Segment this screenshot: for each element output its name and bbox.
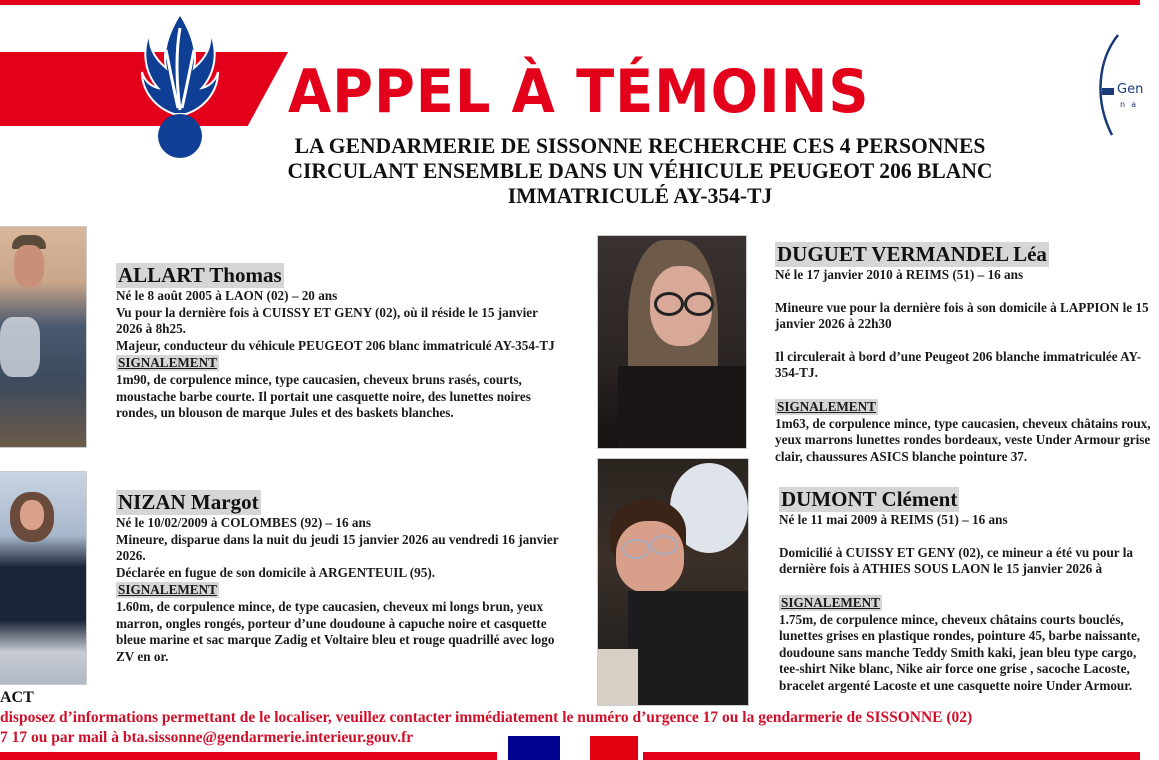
birth-info: Né le 11 mai 2009 à REIMS (51) – 16 ans [779,512,1008,527]
signalement-text: 1.75m, de corpulence mince, cheveux châtains courts bouclés, lunettes grises en plastique rondes, pointure 45, barbe naissante, doudoune sans manche Teddy Smith kaki, jean bleu type cargo, tee-shirt Nike blanc, Nike air force one grise , sacoche Lacoste, bracelet argenté Lacoste et une casquette noire Under Armour. [779,611,1141,693]
contact-label: ACT [0,689,34,706]
person-card-nizan [116,490,566,665]
photo-dumont-clement [597,458,749,706]
detail-text: Mineure vue pour la dernière fois à son domicile à LAPPION le 15 janvier 2026 à 22h30 [775,299,1149,331]
person-name: DUMONT Clément [781,487,958,511]
logo-subtext: na [1120,100,1142,109]
subtitle [209,133,1071,208]
photo-nizan-margot [0,471,87,685]
detail-text: Majeur, conducteur du véhicule PEUGEOT 206 blanc immatriculé AY-354-TJ [116,337,555,353]
detail-text: Il circulerait à bord d’une Peugeot 206 blanche immatriculée AY-354-TJ. [775,348,1142,380]
subtitle-line: IMMATRICULÉ AY-354-TJ [507,183,773,208]
signalement-text: 1m63, de corpulence mince, type caucasien, cheveux châtains roux, yeux marrons lunettes rondes bordeaux, veste Under Armour grise clair, chaussures ASICS blanche pointure 37. [775,415,1151,464]
photo-allart-thomas [0,226,87,448]
birth-info: Né le 8 août 2005 à LAON (02) – 20 ans [116,288,338,303]
logo-text: Gen [1117,82,1144,97]
signalement-label: SIGNALEMENT [777,398,876,414]
signalement-label: SIGNALEMENT [118,582,217,597]
bottom-red-line-left [0,752,497,760]
signalement-text: 1m90, de corpulence mince, type caucasien, cheveux bruns rasés, courts, moustache barbe courte. Il portait une casquette noire, des lunettes noires rondes, un blouson de marque Jules et des baskets blanches. [116,372,531,420]
birth-info: Né le 10/02/2009 à COLOMBES (92) – 16 ans [116,515,371,530]
person-card-dumont [779,487,1159,694]
person-name: NIZAN Margot [118,490,259,514]
bottom-red-line-right [643,752,1140,760]
photo-duguet-vermandel-lea [597,235,747,449]
person-card-allart [116,263,566,422]
contact-line: disposez d’informations permettant de le localiser, veuillez contacter immédiatement le numéro d’urgence 17 ou la gendarmerie de SISSONNE (02) [0,709,973,726]
detail-text: Déclarée en fugue de son domicile à ARGENTEUIL (95). [116,564,436,580]
page-title: APPEL À TÉMOINS [288,57,870,127]
republique-francaise-logo-icon [508,736,638,760]
signalement-label: SIGNALEMENT [781,594,880,610]
top-red-bar [0,0,1140,5]
person-name: DUGUET VERMANDEL Léa [777,242,1047,266]
signalement-label: SIGNALEMENT [118,355,217,370]
person-card-duguet [775,242,1155,465]
detail-text: Vu pour la dernière fois à CUISSY ET GENY (02), où il réside le 15 janvier 2026 à 8h25. [116,304,538,336]
signalement-text: 1.60m, de corpulence mince, de type caucasien, cheveux mi longs brun, yeux marron, ongles rongés, porteur d’une doudoune à capuche noire et casquette bleue marine et sac marque Zadig et Voltaire bleu et rouge quadrillé avec logo ZV en or. [116,599,555,664]
birth-info: Né le 17 janvier 2010 à REIMS (51) – 16 ans [775,267,1024,282]
person-name: ALLART Thomas [118,263,282,287]
contact-email-line[interactable]: 7 17 ou par mail à bta.sissonne@gendarmerie.interieur.gouv.fr [0,729,414,746]
detail-text: Domicilié à CUISSY ET GENY (02), ce mineur a été vu pour la dernière fois à ATHIES SOUS LAON le 15 janvier 2026 à [779,544,1133,576]
detail-text: Mineure, disparue dans la nuit du jeudi 15 janvier 2026 au vendredi 16 janvier 2026. [116,531,559,563]
subtitle-line: LA GENDARMERIE DE SISSONNE RECHERCHE CES 4 PERSONNES [294,133,986,158]
subtitle-line: CIRCULANT ENSEMBLE DANS UN VÉHICULE PEUGEOT 206 BLANC [287,158,993,183]
